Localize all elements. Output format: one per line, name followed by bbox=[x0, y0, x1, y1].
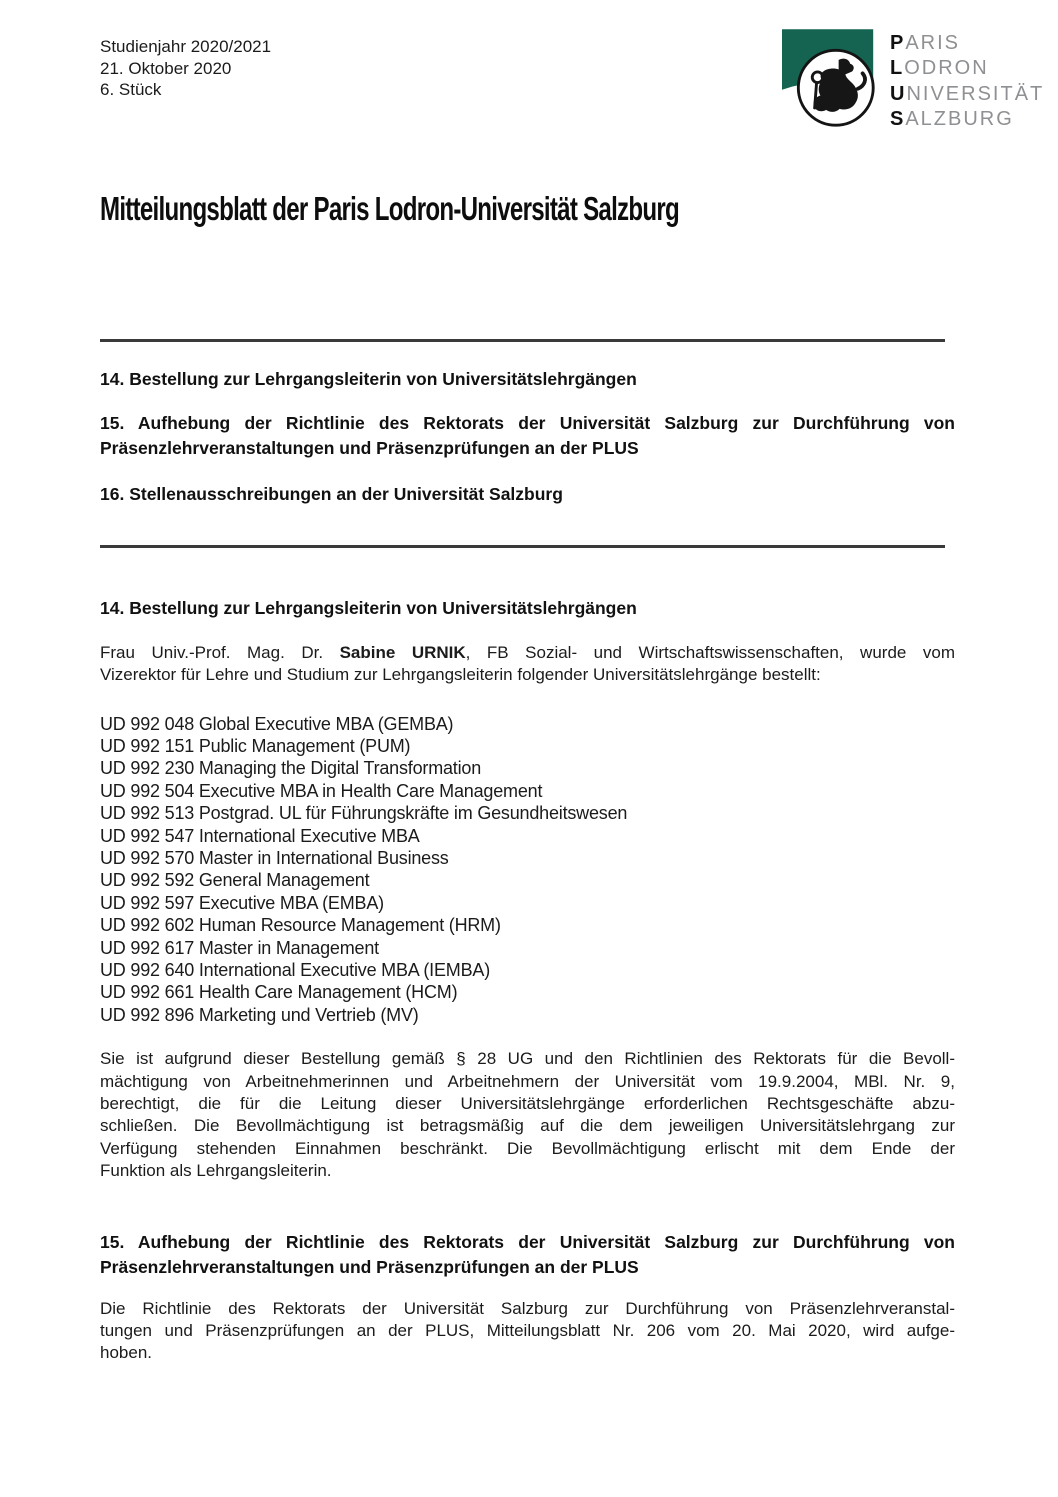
section-15-heading bbox=[100, 1230, 955, 1280]
legal-line: mächtigung von Arbeitnehmerinnen und Arbeitnehmern der Universität vom 19.9.2004, MBl. Nr. 9, bbox=[100, 1071, 955, 1091]
wordmark-initial: L bbox=[890, 57, 905, 80]
section-15-heading-line1: 15. Aufhebung der Richtlinie des Rektorats der Universität Salzburg zur Durchführung von bbox=[100, 1231, 955, 1252]
body-line: tungen und Präsenzprüfungen an der PLUS, Mitteilungsblatt Nr. 206 vom 20. Mai 2020, wird aufge- bbox=[100, 1321, 955, 1341]
wordmark-rest: ALZBURG bbox=[905, 107, 1014, 130]
section-15-paragraph bbox=[100, 1298, 955, 1365]
legal-line: Sie ist aufgrund dieser Bestellung gemäß § 28 UG und den Richtlinien des Rektorats für die Bevoll- bbox=[100, 1049, 955, 1069]
wordmark-rest: ODRON bbox=[904, 57, 989, 80]
body-line: Die Richtlinie des Rektorats der Universität Salzburg zur Durchführung von Präsenzlehrveranstal- bbox=[100, 1298, 955, 1318]
wordmark-initial: U bbox=[890, 82, 907, 105]
course-list-item: UD 992 640 International Executive MBA (IEMBA) bbox=[100, 960, 490, 980]
course-list-item: UD 992 048 Global Executive MBA (GEMBA) bbox=[100, 713, 454, 734]
section-15-heading-line2: Präsenzlehrveranstaltungen und Präsenzprüfungen an der PLUS bbox=[100, 1256, 639, 1277]
university-wordmark bbox=[890, 31, 1044, 132]
course-list-item: UD 992 592 General Management bbox=[100, 870, 370, 891]
toc-item-14: 14. Bestellung zur Lehrgangsleiterin von Universitätslehrgängen bbox=[100, 368, 637, 389]
section-14-intro bbox=[100, 642, 955, 687]
course-list-item: UD 992 151 Public Management (PUM) bbox=[100, 735, 411, 756]
university-logo bbox=[782, 27, 1044, 139]
course-list-item: UD 992 570 Master in International Business bbox=[100, 847, 449, 868]
study-year: Studienjahr 2020/2021 bbox=[100, 37, 272, 56]
section-14 bbox=[100, 597, 955, 1182]
intro-prefix: Frau Univ.-Prof. Mag. Dr. bbox=[100, 642, 340, 662]
course-list-item: UD 992 547 International Executive MBA bbox=[100, 825, 420, 846]
toc-item-15-line1: 15. Aufhebung der Richtlinie des Rektorats der Universität Salzburg zur Durchführung von bbox=[100, 412, 955, 433]
course-list bbox=[100, 713, 955, 1027]
wordmark-line-lodron bbox=[890, 56, 1044, 81]
section-14-intro-line2: Vizerektor für Lehre und Studium zur Lehrgangsleiterin folgender Universitätslehrgänge bestellt: bbox=[100, 665, 821, 685]
section-14-intro-line1 bbox=[100, 642, 955, 664]
divider-bottom bbox=[100, 545, 945, 548]
section-14-legal-paragraph bbox=[100, 1048, 955, 1182]
course-list-item: UD 992 513 Postgrad. UL für Führungskräfte im Gesundheitswesen bbox=[100, 803, 628, 824]
wordmark-line-salzburg bbox=[890, 107, 1044, 132]
page-title: Mitteilungsblatt der Paris Lodron-Universität Salzburg bbox=[100, 189, 679, 227]
toc-item-16: 16. Stellenausschreibungen an der Universität Salzburg bbox=[100, 483, 563, 504]
course-list-item: UD 992 602 Human Resource Management (HRM) bbox=[100, 915, 501, 936]
body-line: hoben. bbox=[100, 1343, 152, 1363]
wordmark-line-paris bbox=[890, 31, 1044, 56]
course-list-item: UD 992 230 Managing the Digital Transformation bbox=[100, 758, 482, 779]
legal-line: Verfügung stehenden Einnahmen beschränkt. Die Bevollmächtigung erlischt mit dem Ende der bbox=[100, 1138, 955, 1158]
wordmark-line-universitaet bbox=[890, 82, 1044, 107]
legal-line: schließen. Die Bevollmächtigung ist betragsmäßig auf die dem jeweiligen Universitätslehrgang zur bbox=[100, 1116, 955, 1136]
person-name: Sabine URNIK bbox=[339, 642, 466, 662]
issue-date: 21. Oktober 2020 bbox=[100, 58, 232, 78]
wordmark-rest: NIVERSITÄT bbox=[906, 82, 1045, 105]
legal-line: berechtigt, die für die Leitung dieser Universitätslehrgänge erforderlichen Rechtsgeschäfte abzu- bbox=[100, 1094, 955, 1114]
course-list-item: UD 992 597 Executive MBA (EMBA) bbox=[100, 892, 384, 913]
course-list-item: UD 992 896 Marketing und Vertrieb (MV) bbox=[100, 1004, 419, 1025]
wordmark-initial: P bbox=[890, 32, 906, 54]
course-list-item: UD 992 617 Master in Management bbox=[100, 937, 379, 958]
university-crest-icon bbox=[782, 27, 878, 139]
intro-rest: , FB Sozial- und Wirtschaftswissenschaften, wurde vom bbox=[465, 642, 955, 662]
section-14-heading: 14. Bestellung zur Lehrgangsleiterin von Universitätslehrgängen bbox=[100, 598, 637, 619]
legal-line: Funktion als Lehrgangsleiterin. bbox=[100, 1161, 332, 1181]
divider-top bbox=[100, 339, 945, 342]
toc-item-15-line2: Präsenzlehrveranstaltungen und Präsenzprüfungen an der PLUS bbox=[100, 437, 639, 458]
course-list-item: UD 992 661 Health Care Management (HCM) bbox=[100, 982, 458, 1003]
wordmark-initial: S bbox=[890, 107, 906, 130]
course-list-item: UD 992 504 Executive MBA in Health Care Management bbox=[100, 780, 543, 801]
wordmark-rest: ARIS bbox=[905, 32, 961, 54]
table-of-contents bbox=[100, 368, 955, 506]
section-15 bbox=[100, 1230, 955, 1365]
toc-item-15 bbox=[100, 411, 955, 461]
issue-number: 6. Stück bbox=[100, 80, 162, 99]
